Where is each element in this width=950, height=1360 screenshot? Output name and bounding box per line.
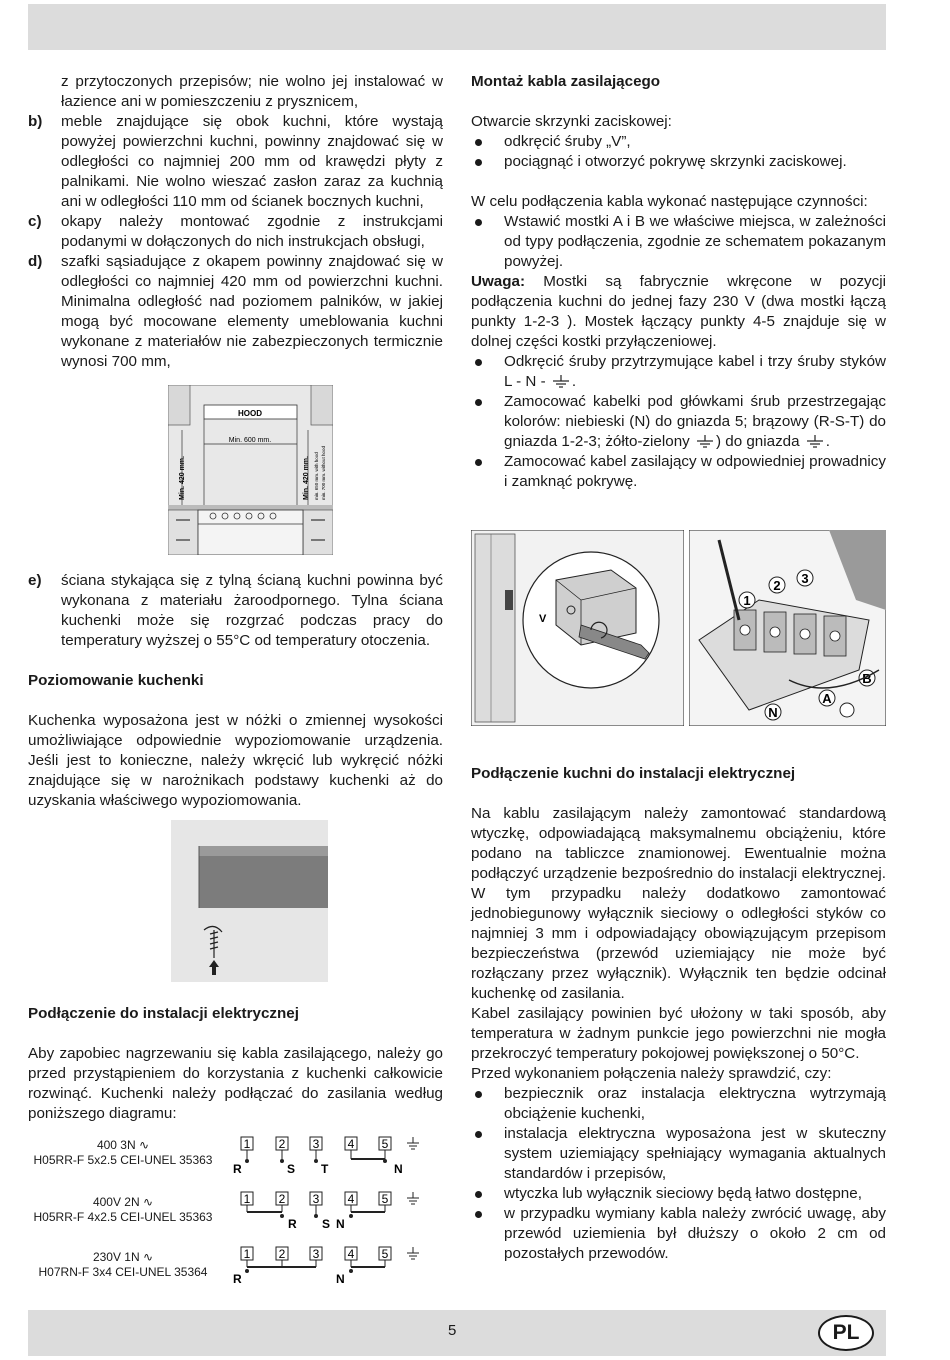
leveling-heading: Poziomowanie kuchenki bbox=[28, 672, 204, 689]
wiring-row-1-diagram bbox=[228, 1135, 448, 1177]
svg-text:1: 1 bbox=[243, 1247, 251, 1261]
check-item: instalacja elektryczna wyposażona jest w skuteczny system uziemiający spełniający wymagania aktualnych standardów i przepisów, bbox=[471, 1124, 886, 1184]
svg-text:T: T bbox=[321, 1162, 329, 1176]
electrical-connection-heading: Podłączenie kuchni do instalacji elektrycznej bbox=[471, 765, 796, 782]
ac-icon: ∿ bbox=[138, 1138, 150, 1152]
ground-icon bbox=[550, 375, 572, 389]
footer-band bbox=[28, 1310, 886, 1356]
svg-text:S: S bbox=[322, 1217, 331, 1231]
svg-text:5: 5 bbox=[381, 1247, 389, 1261]
with-hood-label: min. 650 mm. with hood bbox=[314, 452, 319, 500]
connection-steps-intro: W celu podłączenia kabla wykonać następujące czynności: bbox=[471, 193, 868, 210]
check-item: wtyczka lub wyłącznik sieciowy będą łatwo dostępne, bbox=[471, 1184, 886, 1204]
screw-v-label: V bbox=[539, 613, 547, 625]
ac-icon: ∿ bbox=[142, 1195, 154, 1209]
svg-text:N: N bbox=[336, 1217, 345, 1231]
check-item: w przypadku wymiany kabla należy zwrócić uwagę, aby przewód uziemienia był dłuższy o około 2 cm od pozostałych przewodów. bbox=[471, 1204, 886, 1264]
svg-text:R: R bbox=[288, 1217, 297, 1231]
wiring-row-3-diagram bbox=[228, 1245, 448, 1287]
wiring-row-2-text: 400V 2N ∿ H05RR-F 4x2.5 CEI-UNEL 35363 bbox=[33, 1195, 213, 1224]
min-420-left-label: Min. 420 mm. bbox=[179, 456, 186, 500]
right-top-column bbox=[471, 72, 886, 492]
svg-text:2: 2 bbox=[278, 1192, 286, 1206]
svg-text:1: 1 bbox=[243, 1192, 251, 1206]
svg-text:4: 4 bbox=[347, 1137, 355, 1151]
leveling-text: Kuchenka wyposażona jest w nóżki o zmiennej wysokości umożliwiające odpowiednie wypoziomowanie urządzenia. Jeśli jest to konieczne, należy wkręcić lub wykręcić nóżki znajdujące się w narożnikach podstawy kuchenki aż do uzyskania właściwego wypoziomowania. bbox=[28, 712, 443, 809]
svg-text:R: R bbox=[233, 1272, 242, 1286]
paragraph-check: Przed wykonaniem połączenia należy sprawdzić, czy: bbox=[471, 1065, 832, 1082]
svg-text:2: 2 bbox=[278, 1247, 286, 1261]
without-hood-label: min. 700 mm. without hood bbox=[321, 445, 326, 500]
hood-label: HOOD bbox=[238, 409, 262, 418]
left-middle-column bbox=[28, 571, 443, 811]
svg-text:5: 5 bbox=[381, 1192, 389, 1206]
ground-icon bbox=[694, 435, 716, 449]
svg-text:4: 4 bbox=[347, 1247, 355, 1261]
paragraph-cable: Kabel zasilający powinien być ułożony w taki sposób, aby temperatura w żadnym punkcie jego powierzchni nie mogła przekroczyć temperatury pokojowej powiększonej o 50°C. bbox=[471, 1005, 886, 1062]
language-badge: PL bbox=[818, 1315, 874, 1351]
item-b: b) meble znajdujące się obok kuchni, które wystają powyżej powierzchni kuchni, powinny znajdować się w odległości co najmniej 200 mm od krawędzi płyty z palnikami. Nie wolno wieszać zasłon zaraz za kuchnią ani w odległości 110 mm od ścianek bocznych kuchni, bbox=[28, 113, 443, 210]
terminal-box-figure bbox=[471, 530, 684, 726]
item-a-continuation: z przytoczonych przepisów; nie wolno jej instalować w łazience ani w pomieszczeniu z prysznicem, bbox=[61, 73, 443, 110]
svg-text:1: 1 bbox=[243, 1137, 251, 1151]
bullet-unscrew-v: odkręcić śruby „V”, bbox=[471, 132, 886, 152]
left-top-column bbox=[28, 72, 443, 372]
svg-text:N: N bbox=[336, 1272, 345, 1286]
svg-text:N: N bbox=[394, 1162, 403, 1176]
hood-clearance-figure bbox=[168, 385, 333, 555]
min-600-label: Min. 600 mm. bbox=[228, 437, 272, 444]
check-item: bezpiecznik oraz instalacja elektryczna wytrzymają obciążenie kuchenki, bbox=[471, 1084, 886, 1124]
label-n: N bbox=[768, 705, 778, 720]
left-bottom-column bbox=[28, 1004, 443, 1124]
ac-icon: ∿ bbox=[142, 1250, 154, 1264]
svg-text:3: 3 bbox=[312, 1247, 320, 1261]
bullet-fix-wires: Zamocować kabelki pod główkami śrub przestrzegając kolorów: niebieski (N) do gniazda 5; brązowy (R-S-T) do gniazda 1-2-3; żółto-zielony ) do gniazda . bbox=[471, 392, 886, 452]
connection-heading: Podłączenie do instalacji elektrycznej bbox=[28, 1005, 299, 1022]
terminal-box-intro: Otwarcie skrzynki zaciskowej: bbox=[471, 113, 672, 130]
bullet-unscrew-screws: Odkręcić śruby przytrzymujące kabel i trzy śruby styków L - N - . bbox=[471, 352, 886, 392]
min-420-right-label: Min. 420 mm. bbox=[303, 456, 310, 500]
svg-text:R: R bbox=[233, 1162, 242, 1176]
bullet-fix-cable: Zamocować kabel zasilający w odpowiedniej prowadnicy i zamknąć pokrywę. bbox=[471, 452, 886, 492]
bullet-open-cover: pociągnąć i otworzyć pokrywę skrzynki zaciskowej. bbox=[471, 152, 886, 172]
item-c: c) okapy należy montować zgodnie z instrukcjami podanymi w dołączonych do nich instrukcjach obsługi, bbox=[28, 213, 443, 250]
wiring-row-3-text: 230V 1N ∿ H07RN-F 3x4 CEI-UNEL 35364 bbox=[38, 1250, 208, 1279]
header-band bbox=[28, 4, 886, 50]
wiring-diagrams bbox=[28, 1135, 448, 1295]
paragraph-plug: Na kablu zasilającym należy zamontować standardową wtyczkę, odpowiadającą maksymalnemu obciążeniu, które podano na tabliczce znamionowej. Ewentualnie można podłączyć urządzenie bezpośrednio do instalacji elektrycznej. W tym przypadku należy dodatkowo zamontować jednobiegunowy wyłącznik sieciowy o odległości styków co najmniej 3 mm i odpowiadający obowiązującym przepisom bezpieczeństwa (przewód uziemiający nie może być rozłączany przez wyłącznik). Wyłącznik ten będzie odcinał kuchenkę od zasilania. bbox=[471, 805, 886, 1002]
ground-icon bbox=[840, 703, 854, 717]
svg-text:4: 4 bbox=[347, 1192, 355, 1206]
cable-mounting-heading: Montaż kabla zasilającego bbox=[471, 73, 661, 90]
item-d: d) szafki sąsiadujące z okapem powinny znajdować się w odległości co najmniej 420 mm od powierzchni kuchni. Minimalna odległość nad poziomem palników, w jakiej mogą być mocowane elementy umeblowania kuchni wykonane z materiałów nie zabezpieczonych termicznie wynosi 700 mm, bbox=[28, 253, 443, 370]
wiring-row-2-diagram bbox=[228, 1190, 448, 1232]
label-1: 1 bbox=[743, 593, 751, 608]
svg-text:3: 3 bbox=[312, 1192, 320, 1206]
page-number: 5 bbox=[448, 1322, 457, 1339]
connection-text: Aby zapobiec nagrzewaniu się kabla zasilającego, należy go przed przystąpieniem do korzystania z kuchenki całkowicie rozwinąć. Kuchenki należy podłączać do zasilania według poniższego diagramu: bbox=[28, 1045, 443, 1122]
wiring-row-1-text: 400 3N ∿ H05RR-F 5x2.5 CEI-UNEL 35363 bbox=[33, 1138, 213, 1167]
svg-text:S: S bbox=[287, 1162, 296, 1176]
bullet-insert-bridges: Wstawić mostki A i B we właściwe miejsca, w zależności od typy podłączenia, zgodnie ze schematem pokazanym powyżej. bbox=[471, 212, 886, 272]
svg-text:2: 2 bbox=[278, 1137, 286, 1151]
item-e: e) ściana stykająca się z tylną ścianą kuchni powinna być wykonana z materiału żaroodpornego. Tylna ściana kuchenki może się rozgrzać podczas pracy do temperatury wyższej o 55°C od temperatury otoczenia. bbox=[28, 572, 443, 649]
label-2: 2 bbox=[773, 578, 781, 593]
label-3: 3 bbox=[801, 571, 809, 586]
ground-icon bbox=[804, 435, 826, 449]
label-a: A bbox=[822, 691, 832, 706]
right-bottom-column bbox=[471, 764, 886, 1264]
label-b: B bbox=[862, 671, 872, 686]
svg-text:5: 5 bbox=[381, 1137, 389, 1151]
note-paragraph: Uwaga: Mostki są fabrycznie wkręcone w pozycji podłączenia kuchni do jednej fazy 230 V (dwa mostki łączą punkty 1-2-3 ). Mostek łączący punkty 4-5 znajduje się w dolnej części kostki przyłączeniowej. bbox=[471, 273, 886, 350]
leveling-figure bbox=[171, 820, 328, 982]
terminal-block-figure bbox=[689, 530, 886, 726]
svg-text:3: 3 bbox=[312, 1137, 320, 1151]
